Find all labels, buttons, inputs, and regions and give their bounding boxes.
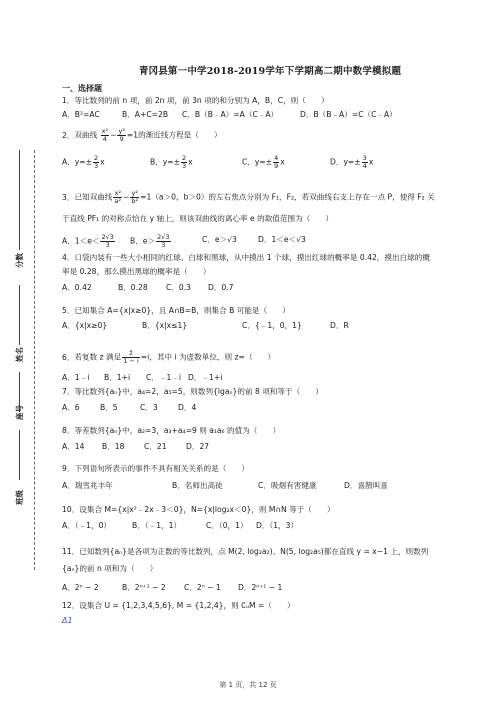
option-d[interactable]: D．2ⁿ⁺¹ − 1	[238, 583, 283, 592]
option-a[interactable]: A．{x|x≥0}	[62, 321, 108, 330]
fraction: $\frac{z̄}{1 - i}$	[123, 349, 139, 365]
option-a[interactable]: A．14	[62, 442, 85, 451]
question-3: 3．已知双曲线 $\frac{\text{x²}}{\text{a²}}$ − $\frac{\text{y²}}{\text{b²}}$ =1（a＞0，b＞0）的左右焦点分别为 F₁，F₂，若双曲线右支上存在一点 P，使得 F₂ 关	[62, 189, 435, 205]
option-c[interactable]: C．﹣1﹣i	[146, 373, 182, 382]
option-a[interactable]: A．瑞雪兆丰年	[62, 481, 113, 490]
question-3-line2: 于直线 PF₁ 的对称点恰在 y 轴上，则该双曲线的离心率 e 的取值范围为（ ）	[62, 214, 334, 223]
question-4	[62, 253, 462, 263]
question-11	[62, 547, 462, 557]
question-number: 1．	[62, 96, 75, 105]
option-d[interactable]: D．﹣1+i	[188, 373, 223, 382]
option-b[interactable]: B．e＞ $\frac{2√3}{3}$	[130, 233, 170, 249]
option-c[interactable]: C．2ⁿ − 1	[184, 583, 221, 592]
question-6	[62, 350, 462, 365]
question-12	[62, 601, 462, 611]
question-stem-pre: 双曲线	[74, 130, 98, 140]
fraction: $\frac{\text{x²}}{4}$	[101, 127, 109, 143]
question-number: 11．	[62, 547, 80, 556]
question-number: 6．	[62, 352, 75, 362]
option-a[interactable]: A．（﹣1，0）	[62, 521, 112, 530]
question-stem: 已知数列{aₙ}是各项为正数的等比数列，点 M(2, log₂a₂)、N(5, log₂a₅)都在直线 y = x−1 上，则数列	[79, 547, 429, 556]
option-c[interactable]: C．0.3	[166, 283, 191, 292]
option-b[interactable]: B．（﹣1，1）	[132, 521, 182, 530]
option-d[interactable]: D．喜鹊叫喜	[344, 481, 388, 490]
question-8	[62, 426, 462, 436]
option-b[interactable]: B．名师出高徒	[172, 481, 223, 490]
option-a[interactable]: A．0.42	[62, 283, 92, 292]
question-number: 12．	[62, 601, 80, 610]
option-b[interactable]: B．18	[102, 442, 125, 451]
binding-line	[34, 150, 35, 570]
question-5	[62, 306, 462, 316]
option-b[interactable]: B．{x|x≤1}	[142, 321, 188, 330]
section-heading: 一、选择题	[62, 84, 102, 93]
option-a[interactable]: A．1﹣i	[62, 373, 90, 382]
name-line	[19, 285, 20, 345]
question-number: 8．	[62, 426, 75, 435]
question-stem-post: =1（a＞0，b＞0）的左右焦点分别为 F₁，F₂，若双曲线右支上存在一点 P，使得 F₂ 关	[140, 192, 435, 202]
option-d[interactable]: D．y=± $\frac{3}{4}$ x	[330, 154, 374, 170]
exam-title: 青冈县第一中学2018-2019学年下学期高二期中数学模拟题	[138, 66, 402, 77]
answer-mark: Δ1	[62, 616, 73, 625]
question-stem: 口袋内装有一些大小相同的红球、白球和黑球，从中摸出 1 个球，摸出红球的概率是 0.42，摸出白球的概	[74, 253, 430, 262]
question-stem: 已知集合 A={x|x≥0}，且 A∩B=B，则集合 B 可能是（ ）	[74, 306, 290, 315]
option-a[interactable]: A．2ⁿ − 2	[62, 583, 99, 592]
page-footer: 第 1 页，共 12 页	[219, 681, 277, 689]
name-label: 姓名	[15, 347, 24, 362]
option-d[interactable]: D．0.7	[208, 283, 234, 292]
question-stem: 等比数列{aₙ}中，a₄=2，a₅=5，则数列{lgaₙ}的前 8 项和等于（ ）	[74, 387, 323, 396]
question-1	[62, 96, 462, 106]
question-stem-post: 的渐近线方程是（ ）	[138, 130, 222, 140]
option-b[interactable]: B．0.28	[118, 283, 148, 292]
question-number: 2．	[62, 130, 75, 140]
question-number: 4．	[62, 253, 75, 262]
option-b[interactable]: B．5	[100, 403, 118, 412]
question-11-line2: {aₙ}的前 n 项和为（ ）	[62, 564, 158, 573]
question-number: 5．	[62, 306, 75, 315]
question-stem-post: =i，其中 i 为虚数单位，则 z=（ ）	[140, 352, 276, 362]
question-stem: 设集合 M={x|x²﹣2x﹣3＜0}，N={x|log₂x＜0}，则 M∩N 等于（ ）	[79, 505, 335, 514]
option-c[interactable]: C．21	[144, 442, 167, 451]
option-d[interactable]: D．27	[186, 442, 210, 451]
question-stem: 下列语句所表示的事件不具有相关关系的是（ ）	[74, 464, 250, 473]
option-b[interactable]: B．2ⁿ⁺¹ − 2	[122, 583, 166, 592]
option-c[interactable]: C．（0，1）	[206, 521, 248, 530]
seat-label: 座号	[15, 405, 24, 420]
option-d[interactable]: D．B（B﹣A）=C（C﹣A）	[300, 110, 397, 119]
fraction: $\frac{\text{y²}}{\text{b²}}$	[131, 189, 139, 205]
option-c[interactable]: C．吸烟有害健康	[258, 481, 317, 490]
option-a[interactable]: A．1＜e＜ $\frac{2√3}{3}$	[62, 233, 114, 249]
option-d[interactable]: D．R	[330, 321, 349, 330]
score-label: 分数	[15, 253, 24, 268]
fraction: $\frac{\text{y²}}{9}$	[118, 127, 125, 143]
option-b[interactable]: B．A+C=2B	[122, 110, 169, 119]
question-stem: 设集合 U = {1,2,3,4,5,6}, M = {1,2,4}，则 ∁ᵤM =（ ）	[79, 601, 295, 610]
class-label: 班级	[15, 490, 24, 505]
option-a[interactable]: A．6	[62, 403, 80, 412]
question-9	[62, 464, 462, 474]
question-stem-pre: 若复数 z 满足	[74, 352, 122, 362]
question-stem: 等差数列{aₙ}中，a₂=3，a₃+a₄=9 则 a₁a₆ 的值为（ ）	[74, 426, 281, 435]
class-line	[19, 430, 20, 480]
option-a[interactable]: A．B²=AC	[62, 110, 100, 119]
question-number: 9．	[62, 464, 75, 473]
question-number: 3．	[62, 192, 75, 202]
question-4-line2: 率是 0.28，那么摸出黑球的概率是（ ）	[62, 267, 211, 276]
question-7	[62, 387, 462, 397]
question-stem-pre: 已知双曲线	[74, 192, 113, 202]
option-d[interactable]: D．（1，3）	[256, 521, 299, 530]
option-c[interactable]: C．{﹣1，0，1}	[242, 321, 302, 330]
question-number: 10．	[62, 505, 80, 514]
option-c[interactable]: C．y=± $\frac{4}{9}$ x	[242, 154, 285, 170]
fraction: $\frac{\text{x²}}{\text{a²}}$	[114, 189, 121, 205]
score-line	[19, 150, 20, 250]
option-b[interactable]: B．y=± $\frac{2}{3}$ x	[150, 154, 193, 170]
option-d[interactable]: D．4	[178, 403, 197, 412]
option-c[interactable]: C．3	[140, 403, 158, 412]
option-c[interactable]: C．e＞√3	[202, 235, 237, 244]
option-a[interactable]: A．y=± $\frac{2}{3}$ x	[62, 154, 105, 170]
question-number: 7．	[62, 387, 75, 396]
question-10	[62, 505, 462, 515]
question-stem: 等比数列的前 n 项，前 2n 项，前 3n 项的和分别为 A，B，C，则（ ）	[74, 96, 329, 105]
question-2: 2．双曲线 $\frac{\text{x²}}{4}$ − $\frac{\text{y²}}{9}$ =1的渐近线方程是（ ）	[62, 127, 222, 143]
option-d[interactable]: D．1＜e＜√3	[258, 235, 306, 244]
option-c[interactable]: C．B（B﹣A）=A（C﹣A）	[182, 110, 279, 119]
option-b[interactable]: B．1+i	[104, 373, 131, 382]
